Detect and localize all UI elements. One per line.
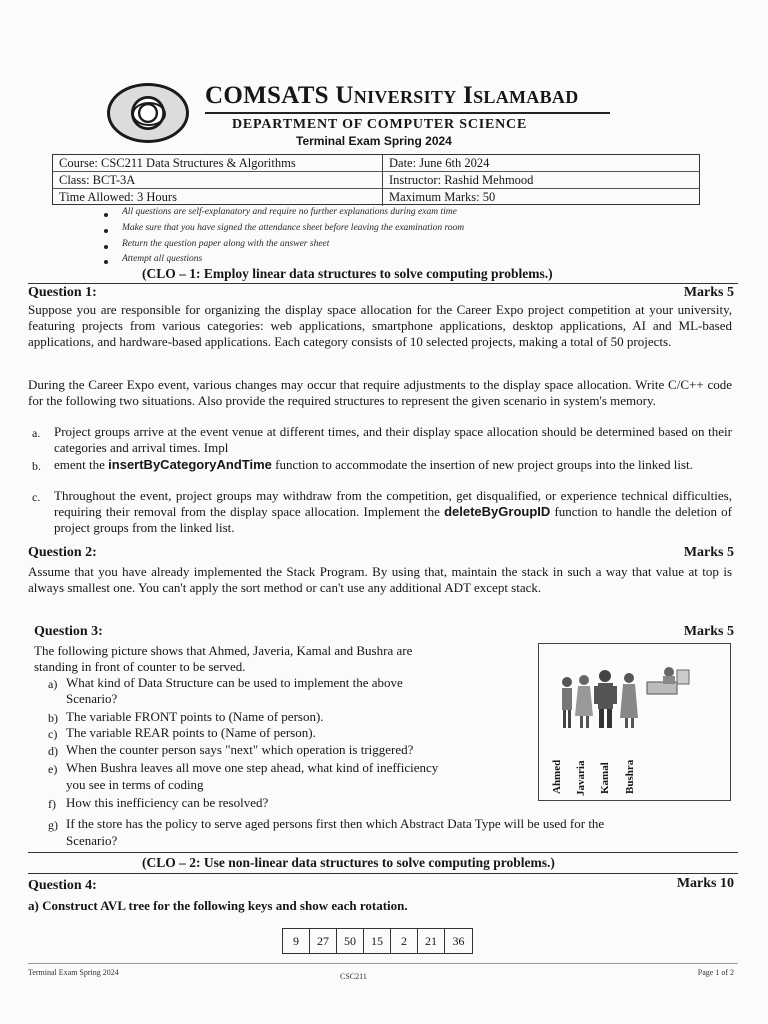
q3-item-g-label: g)	[48, 818, 58, 832]
instruction-3: Return the question paper along with the answer sheet	[122, 239, 330, 249]
clo-2-heading: (CLO – 2: Use non-linear data structures to solve computing problems.)	[142, 855, 555, 870]
avl-key: 21	[418, 929, 445, 953]
avl-key: 50	[337, 929, 364, 953]
question-4-title: Question 4:	[28, 878, 97, 893]
question-2-marks: Marks 5	[683, 545, 734, 560]
exam-info-table	[52, 154, 700, 205]
marks-cell: Maximum Marks: 50	[389, 190, 496, 204]
bullet-icon	[104, 229, 108, 233]
avl-key: 15	[364, 929, 391, 953]
queue-picture	[538, 643, 731, 801]
question-4-part-a: a) Construct AVL tree for the following keys and show each rotation.	[28, 898, 408, 913]
delete-function-name: deleteByGroupID	[444, 504, 551, 519]
name-javaria: Javaria	[575, 760, 587, 796]
q3-item-e-text: When Bushra leaves all move one step ahead, what kind of inefficiency	[66, 760, 439, 775]
q3-item-c-label: c)	[48, 727, 58, 741]
q3-item-f-label: f)	[48, 797, 56, 811]
q3-item-e-label: e)	[48, 762, 58, 776]
exam-title: Terminal Exam Spring 2024	[296, 134, 452, 148]
university-name: COMSATS University Islamabad	[205, 82, 579, 109]
q3-item-f-text: How this inefficiency can be resolved?	[66, 795, 269, 810]
question-1-title: Question 1:	[28, 285, 97, 300]
q3-item-a-label: a)	[48, 677, 58, 691]
q3-item-d-label: d)	[48, 744, 58, 758]
clo-2-top-rule	[28, 852, 738, 853]
university-logo-icon	[107, 83, 189, 143]
name-kamal: Kamal	[599, 762, 611, 794]
q1-item-a-label: a.	[32, 426, 41, 440]
avl-key: 2	[391, 929, 418, 953]
question-2-text: Assume that you have already implemented the Stack Program. By using that, maintain the stack in such a way that value at top is always smallest one. You can't apply the sort method or can't use any additional ADT except stack.	[28, 564, 732, 595]
q1-item-c-label: c.	[32, 490, 41, 504]
q3-item-e-text-cont: you see in terms of coding	[66, 777, 204, 792]
insert-function-name: insertByCategoryAndTime	[108, 457, 272, 472]
clo-2-rule	[28, 873, 738, 874]
instruction-4: Attempt all questions	[122, 254, 203, 264]
class-cell: Class: BCT-3A	[59, 173, 136, 187]
bullet-icon	[104, 260, 108, 264]
avl-keys-table	[282, 928, 473, 954]
question-1-paragraph-2: During the Career Expo event, various changes may occur that require adjustments to the display space allocation. Write C/C++ code for the following two situations. Also provide the required structures to represent the given scenario in system's memory.	[28, 377, 732, 408]
avl-key: 36	[452, 934, 465, 948]
name-bushra: Bushra	[624, 759, 636, 794]
q1-item-b-label: b.	[32, 459, 41, 473]
footer-left: Terminal Exam Spring 2024	[28, 968, 119, 977]
q3-item-a-text: What kind of Data Structure can be used to implement the above	[66, 675, 403, 690]
q3-item-a-text-cont: Scenario?	[66, 691, 118, 706]
q3-item-b-text: The variable FRONT points to (Name of person).	[66, 709, 324, 724]
question-4-marks: Marks 10	[676, 876, 734, 891]
q1-item-c-text: Throughout the event, project groups may withdraw from the competition, get disqualified, or experience technical difficulties, requiring their removal from the display space allocation. Implement the deleteByGroupID function to handle the deletion of project groups from the linked list.	[54, 488, 732, 535]
footer-rule	[28, 963, 738, 964]
footer-center: CSC211	[340, 972, 367, 981]
name-ahmed: Ahmed	[551, 759, 563, 794]
question-3-title: Question 3:	[34, 624, 103, 639]
people-queue-illustration	[539, 646, 732, 736]
avl-key: 9	[283, 929, 310, 953]
question-3-intro-2: standing in front of counter to be served.	[34, 659, 246, 674]
question-3-intro-1: The following picture shows that Ahmed, Javeria, Kamal and Bushra are	[34, 643, 413, 658]
q3-item-g-text-cont: Scenario?	[66, 833, 118, 848]
question-3-marks: Marks 5	[683, 624, 734, 639]
q3-item-b-label: b)	[48, 711, 58, 725]
bullet-icon	[104, 213, 108, 217]
footer-page-number: Page 1 of 2	[697, 968, 734, 977]
bullet-icon	[104, 245, 108, 249]
q3-item-g-text: If the store has the policy to serve aged persons first then which Abstract Data Type will be used for the	[66, 816, 605, 831]
q1-item-a-text: Project groups arrive at the event venue at different times, and their display space allocation should be determined based on their categories and arrival times. Impl	[54, 424, 732, 455]
question-2-title: Question 2:	[28, 545, 97, 560]
question-1-paragraph-1: Suppose you are responsible for organizing the display space allocation for the Career Expo project competition at your university, featuring projects from various categories: web applications, smartphone applications, desktop applications, AI and ML-based applications, and hardware-based applications. Each category consists of 10 selected projects, making a total of 50 projects.	[28, 302, 732, 349]
course-cell: Course: CSC211 Data Structures & Algorithms	[59, 156, 296, 170]
q1-item-b-text: ement the insertByCategoryAndTime function to accommodate the insertion of new project groups into the linked list.	[54, 457, 693, 472]
department-name: DEPARTMENT OF COMPUTER SCIENCE	[232, 117, 528, 132]
avl-key: 27	[310, 929, 337, 953]
date-cell: Date: June 6th 2024	[389, 156, 490, 170]
q3-item-d-text: When the counter person says "next" which operation is triggered?	[66, 742, 414, 757]
time-cell: Time Allowed: 3 Hours	[59, 190, 177, 204]
clo-1-heading: (CLO – 1: Employ linear data structures to solve computing problems.)	[142, 266, 553, 281]
instructor-cell: Instructor: Rashid Mehmood	[389, 173, 534, 187]
question-1-marks: Marks 5	[683, 285, 734, 300]
instruction-2: Make sure that you have signed the attendance sheet before leaving the examination room	[122, 223, 465, 233]
title-rule	[205, 112, 610, 114]
clo-1-rule	[28, 283, 738, 284]
q3-item-c-text: The variable REAR points to (Name of person).	[66, 725, 316, 740]
instruction-1: All questions are self-explanatory and require no further explanations during exam time	[122, 207, 457, 217]
